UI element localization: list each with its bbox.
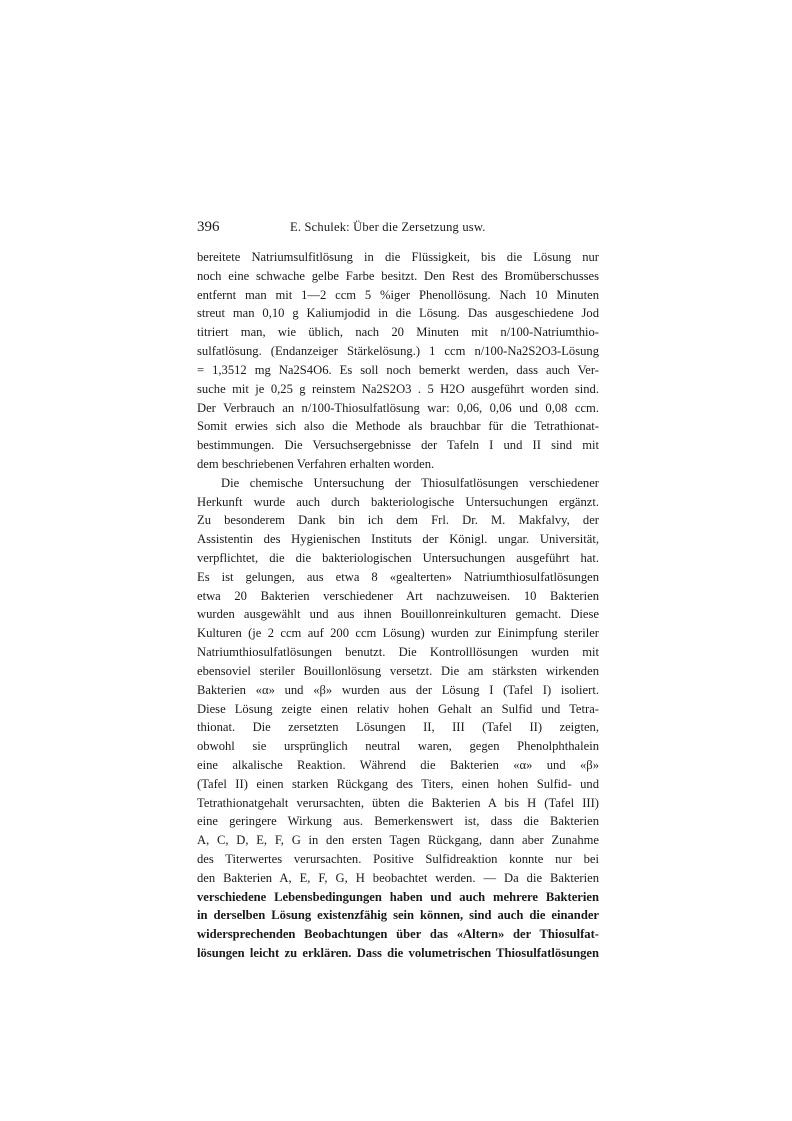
text-line: noch eine schwache gelbe Farbe besitzt. Den Rest des Bromüberschusses: [197, 268, 599, 283]
text-line: titriert man, wie üblich, nach 20 Minuten mit n/100-Natriumthio-: [197, 325, 599, 340]
page-number: 396: [197, 219, 220, 235]
text-line: A, C, D, E, F, G in den ersten Tagen Rückgang, dann aber Zunahme: [197, 833, 599, 848]
text-line: Somit erwies sich also die Methode als brauchbar für die Tetrathionat-: [197, 419, 599, 434]
text-line: streut man 0,10 g Kaliumjodid in die Lösung. Das ausgeschiedene Jod: [197, 306, 599, 321]
text-line: suche mit je 0,25 g reinstem Na2S2O3 . 5 H2O ausgeführt worden sind.: [197, 381, 599, 396]
text-line: entfernt man mit 1—2 ccm 5 %iger Phenollösung. Nach 10 Minuten: [197, 287, 599, 302]
bold-text-line: verschiedene Lebensbedingungen haben und auch mehrere Bakterien: [197, 889, 599, 904]
text-line: bereitete Natriumsulfitlösung in die Flüssigkeit, bis die Lösung nur: [197, 250, 599, 264]
body-text: [197, 248, 599, 963]
text-line: Kulturen (je 2 ccm auf 200 ccm Lösung) wurden zur Einimpfung steriler: [197, 626, 599, 641]
bold-text-line: lösungen leicht zu erklären. Dass die volumetrischen Thiosulfatlösungen: [197, 946, 599, 961]
text-line: verpflichtet, die die bakteriologischen Untersuchungen ausgeführt hat.: [197, 551, 599, 565]
text-line: Assistentin des Hygienischen Instituts der Königl. ungar. Universität,: [197, 532, 599, 547]
text-line: bestimmungen. Die Versuchsergebnisse der Tafeln I und II sind mit: [197, 438, 599, 453]
text-line: Herkunft wurde auch durch bakteriologische Untersuchungen ergänzt.: [197, 494, 599, 509]
text-line: Bakterien «α» und «β» wurden aus der Lösung I (Tafel I) isoliert.: [197, 682, 599, 697]
text-line: des Titerwertes verursachten. Positive Sulfidreaktion konnte nur bei: [197, 852, 599, 866]
text-line: = 1,3512 mg Na2S4O6. Es soll noch bemerkt werden, dass auch Ver-: [197, 362, 599, 377]
paragraph-start-line: Die chemische Untersuchung der Thiosulfatlösungen verschiedener: [221, 475, 599, 490]
bold-text-line: in derselben Lösung existenzfähig sein können, sind auch die einander: [197, 908, 599, 923]
text-line: eine alkalische Reaktion. Während die Bakterien «α» und «β»: [197, 757, 599, 772]
text-line: sulfatlösung. (Endanzeiger Stärkelösung.) 1 ccm n/100-Na2S2O3-Lösung: [197, 344, 599, 359]
text-line: Es ist gelungen, aus etwa 8 «gealterten» Natriumthiosulfatlösungen: [197, 569, 599, 584]
text-line: den Bakterien A, E, F, G, H beobachtet werden. — Da die Bakterien: [197, 870, 599, 885]
text-line: wurden ausgewählt und aus ihnen Bouillonreinkulturen gemacht. Diese: [197, 607, 599, 622]
paragraph-end-line: dem beschriebenen Verfahren erhalten worden.: [197, 456, 435, 471]
text-line: eine geringere Wirkung aus. Bemerkenswert ist, dass die Bakterien: [197, 814, 599, 829]
text-line: Natriumthiosulfatlösungen benutzt. Die Kontrolllösungen wurden mit: [197, 645, 599, 660]
text-line: Diese Lösung zeigte einen relativ hohen Gehalt an Sulfid und Tetra-: [197, 701, 599, 716]
text-line: obwohl sie ursprünglich neutral waren, gegen Phenolphthalein: [197, 739, 599, 754]
page-header: [197, 219, 599, 239]
running-head: E. Schulek: Über die Zersetzung usw.: [290, 220, 486, 234]
bold-text-line: widersprechenden Beobachtungen über das «Altern» der Thiosulfat-: [197, 927, 599, 942]
text-line: thionat. Die zersetzten Lösungen II, III (Tafel II) zeigten,: [197, 720, 599, 735]
text-line: Zu besonderem Dank bin ich dem Frl. Dr. M. Makfalvy, der: [197, 513, 599, 528]
text-line: (Tafel II) einen starken Rückgang des Titers, einen hohen Sulfid- und: [197, 776, 599, 791]
text-line: Der Verbrauch an n/100-Thiosulfatlösung war: 0,06, 0,06 und 0,08 ccm.: [197, 400, 599, 415]
text-line: ebensoviel steriler Bouillonlösung versetzt. Die am stärksten wirkenden: [197, 663, 599, 678]
text-line: etwa 20 Bakterien verschiedener Art nachzuweisen. 10 Bakterien: [197, 588, 599, 603]
text-line: Tetrathionatgehalt verursachten, übten die Bakterien A bis H (Tafel III): [197, 795, 599, 810]
